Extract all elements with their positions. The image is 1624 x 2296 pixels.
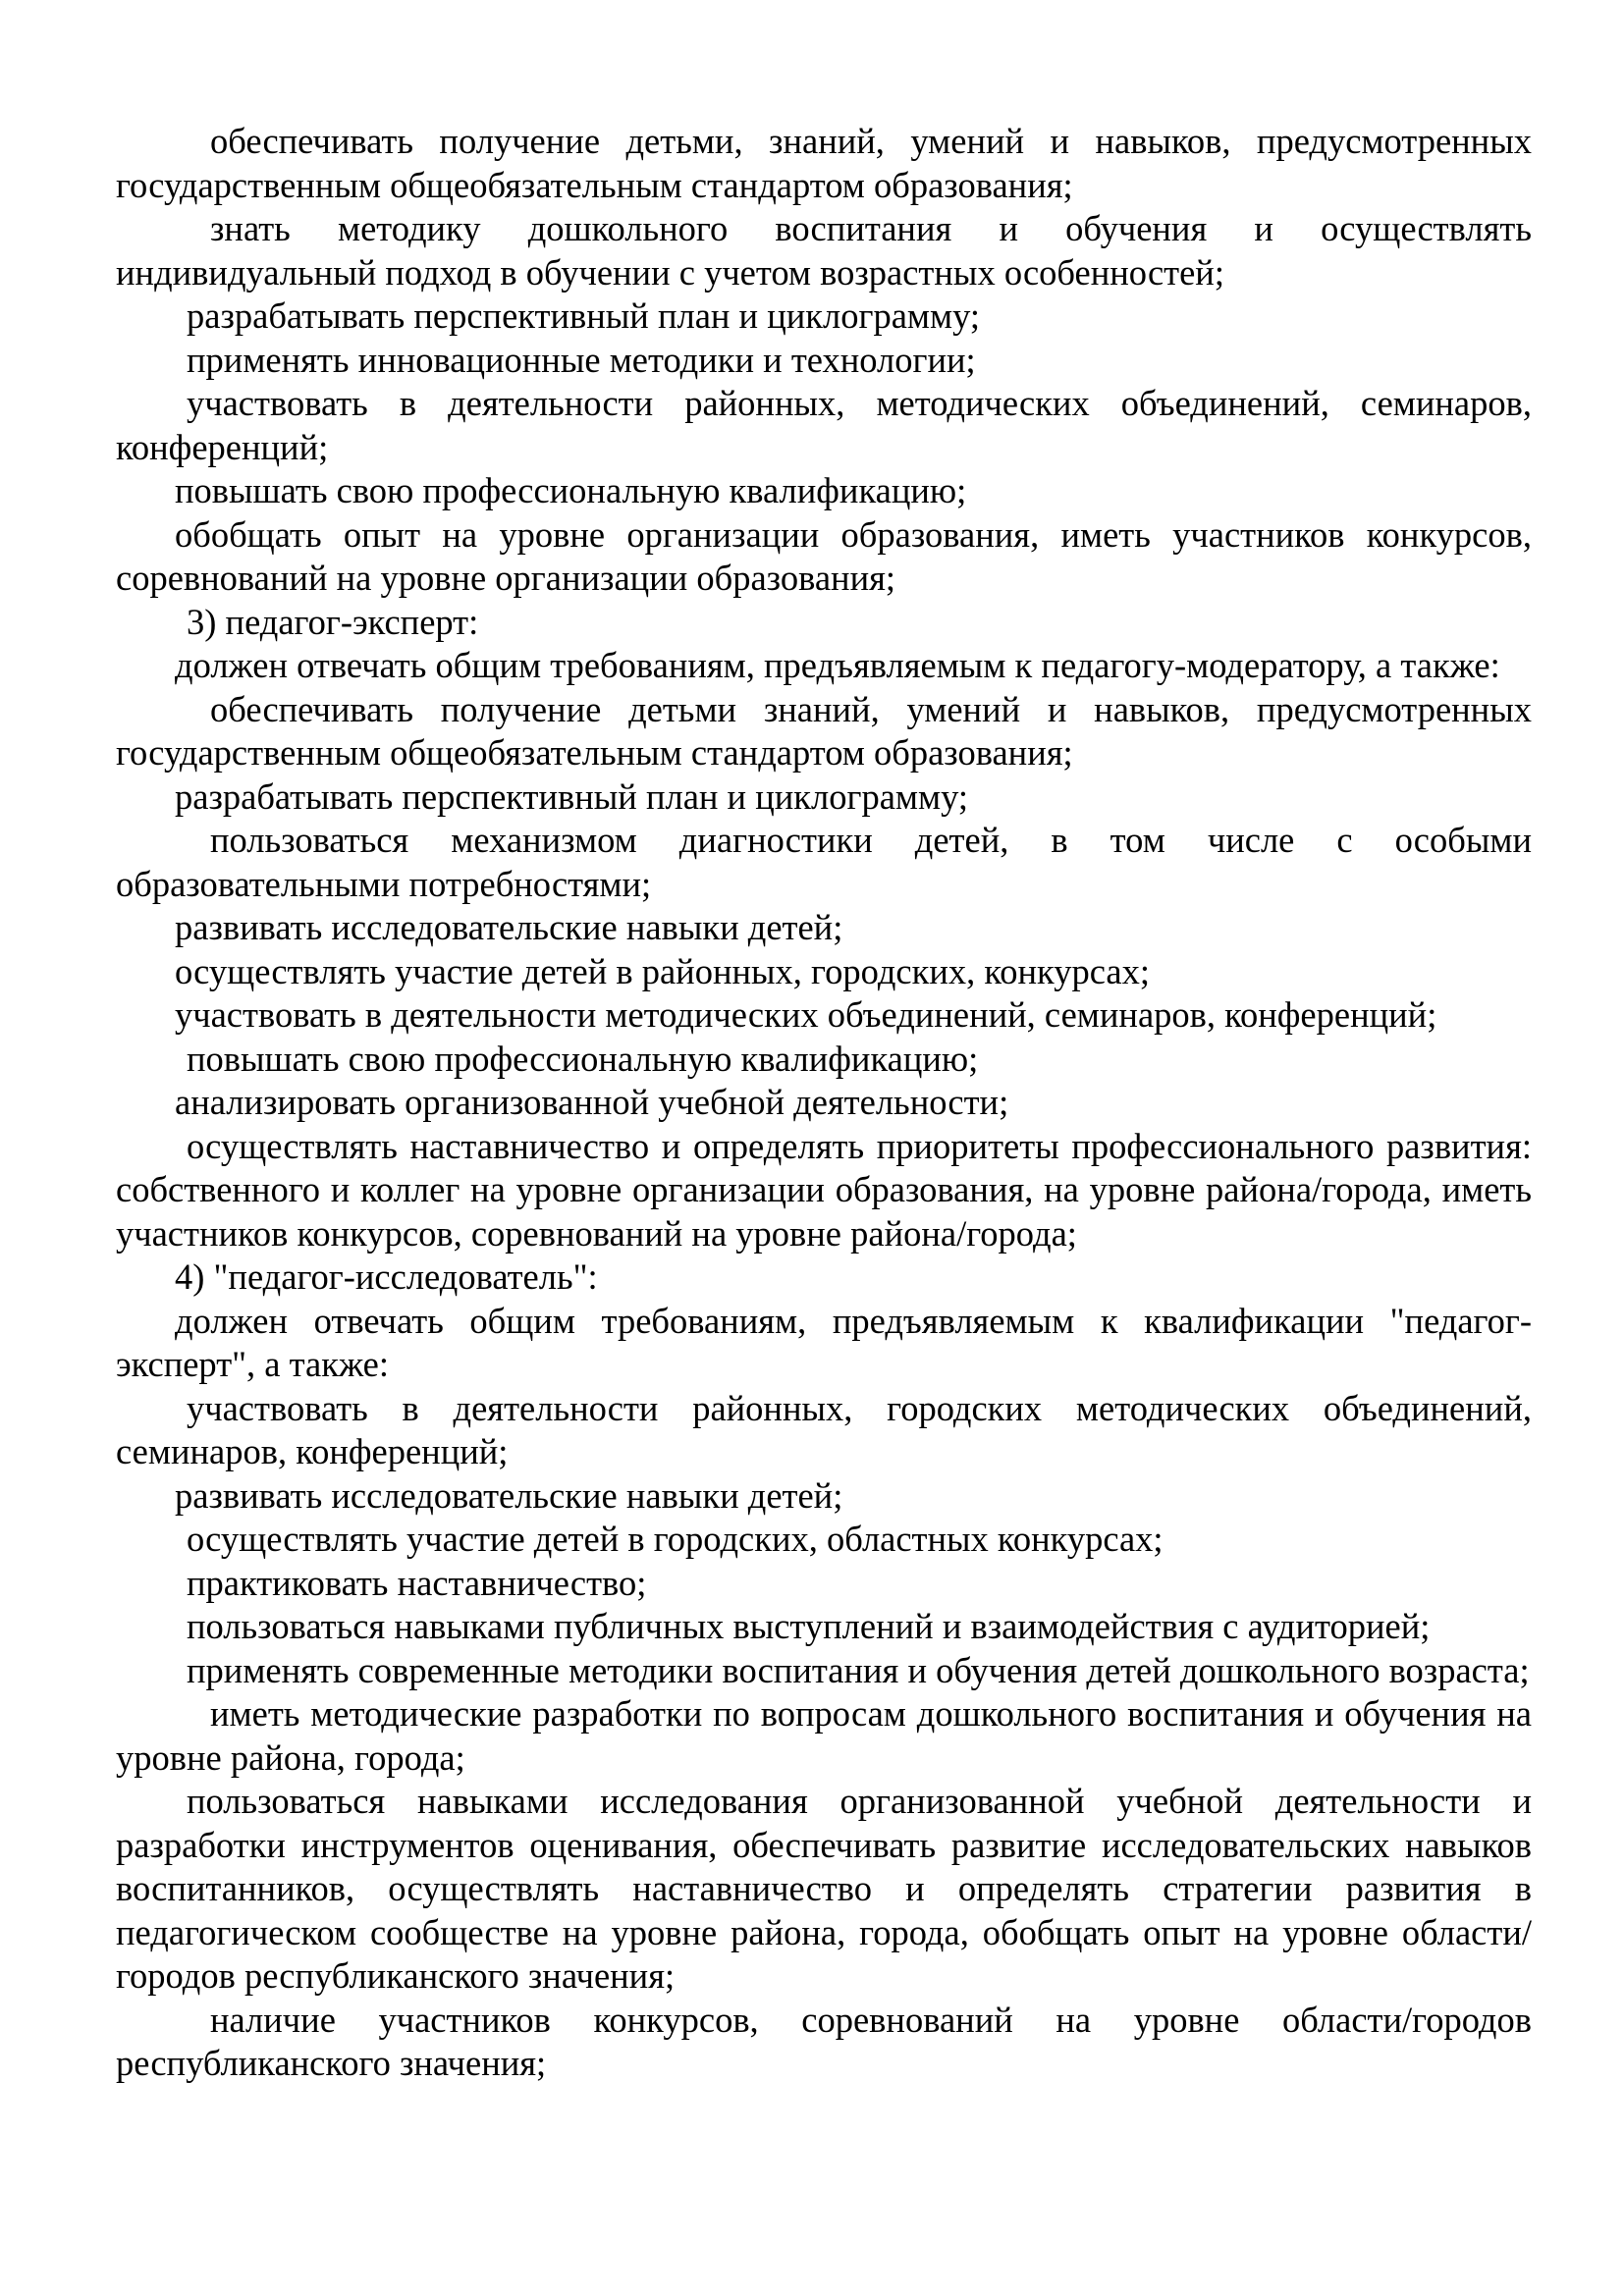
paragraph: знать методику дошкольного воспитания и обучения и осуществлять индивидуальный подход в обучении с учетом возрастных особенностей; — [116, 208, 1532, 293]
paragraph: осуществлять участие детей в городских, областных конкурсах; — [187, 1519, 1164, 1559]
paragraph: обобщать опыт на уровне организации образования, иметь участников конкурсов, соревнований на уровне организации образования; — [116, 513, 1532, 598]
paragraph: участвовать в деятельности районных, городских методических объединений, семинаров, конференций; — [116, 1387, 1532, 1471]
paragraph: должен отвечать общим требованиям, предъявляемым к педагогу-модератору, а также: — [175, 645, 1500, 685]
document-page — [116, 120, 1532, 2086]
paragraph: повышать свою профессиональную квалификацию; — [187, 1038, 979, 1079]
section-heading: 4) "педагог-исследователь": — [175, 1256, 598, 1297]
paragraph: должен отвечать общим требованиям, предъявляемым к квалификации "педагог-эксперт", а также: — [116, 1300, 1532, 1384]
paragraph: развивать исследовательские навыки детей; — [175, 1474, 843, 1516]
paragraph: участвовать в деятельности районных, методических объединений, семинаров, конференций; — [116, 383, 1532, 467]
paragraph: участвовать в деятельности методических объединений, семинаров, конференций; — [175, 994, 1437, 1035]
paragraph: анализировать организованной учебной деятельности; — [175, 1082, 1009, 1122]
paragraph: повышать свою профессиональную квалификацию; — [175, 470, 967, 510]
paragraph: наличие участников конкурсов, соревнований на уровне области/городов республиканского значения; — [116, 1999, 1532, 2083]
paragraph: осуществлять наставничество и определять приоритеты профессионального развития: собственного и коллег на уровне организации образования, на уровне района/города, иметь участников конкурсов, соревнований на уровне района/города; — [116, 1125, 1532, 1254]
paragraph: практиковать наставничество; — [187, 1562, 647, 1603]
paragraph: пользоваться навыками публичных выступлений и взаимодействия с аудиторией; — [187, 1606, 1431, 1646]
paragraph: иметь методические разработки по вопросам дошкольного воспитания и обучения на уровне района, города; — [116, 1693, 1532, 1778]
paragraph: пользоваться механизмом диагностики детей, в том числе с особыми образовательными потребностями; — [116, 820, 1532, 904]
paragraph: обеспечивать получение детьми знаний, умений и навыков, предусмотренных государственным общеобязательным стандартом образования; — [116, 688, 1532, 773]
paragraph: развивать исследовательские навыки детей; — [175, 907, 843, 947]
paragraph: разрабатывать перспективный план и циклограмму; — [187, 295, 981, 336]
paragraph: применять инновационные методики и технологии; — [187, 339, 976, 380]
paragraph: применять современные методики воспитания и обучения детей дошкольного возраста; — [187, 1649, 1530, 1690]
paragraph: обеспечивать получение детьми, знаний, умений и навыков, предусмотренных государственным общеобязательным стандартом образования; — [116, 121, 1532, 205]
paragraph: разрабатывать перспективный план и циклограмму; — [175, 775, 969, 817]
paragraph: пользоваться навыками исследования организованной учебной деятельности и разработки инструментов оценивания, обеспечивать развитие исследовательских навыков воспитанников, осуществлять наставничество и определять стратегии развития в педагогическом сообществе на уровне района, города, обобщать опыт на уровне области/городов республиканского значения; — [116, 1781, 1532, 1996]
paragraph: осуществлять участие детей в районных, городских, конкурсах; — [175, 950, 1150, 991]
section-heading: 3) педагог-эксперт: — [187, 601, 479, 642]
